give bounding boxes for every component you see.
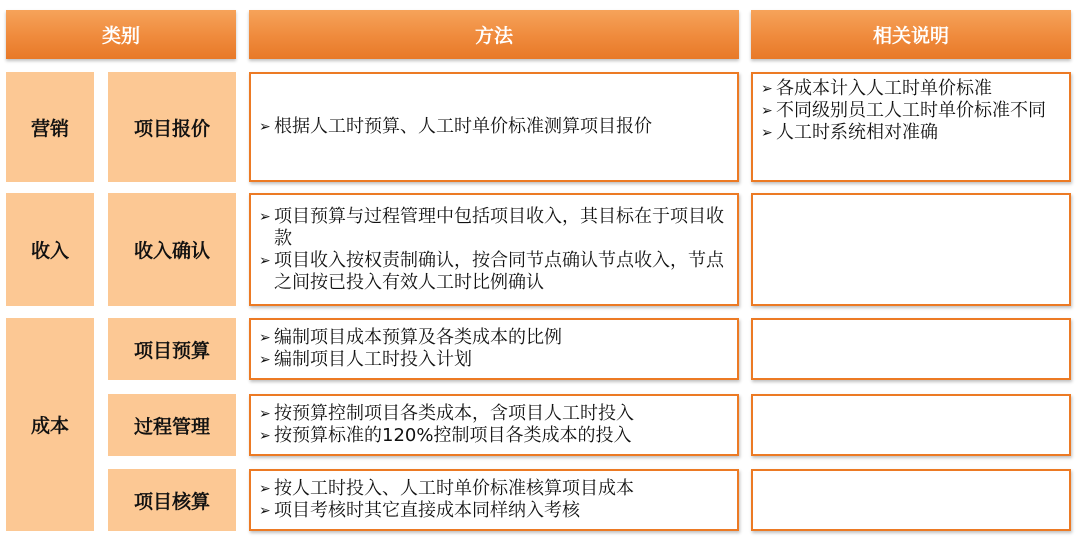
- note-item: ➢ 人工时系统相对准确: [761, 122, 938, 143]
- method-box-project-accounting: [249, 469, 739, 531]
- method-item: ➢ 项目考核时其它直接成本同样纳入考核: [259, 500, 580, 521]
- header-category: 类别: [6, 10, 236, 59]
- note-item: ➢ 不同级别员工人工时单价标准不同: [761, 100, 1046, 121]
- arrow-bullet-icon: ➢: [259, 330, 271, 346]
- method-box-revenue-recognition: [249, 193, 739, 306]
- method-item: ➢ 项目收入按权责制确认，按合同节点确认节点收入，节点之间按已投入有效人工时比例确认: [259, 249, 724, 293]
- notes-box-process-management: [751, 394, 1071, 456]
- method-item: ➢ 按预算控制项目各类成本，含项目人工时投入: [259, 403, 634, 424]
- subcategory-project-accounting: 项目核算: [108, 469, 236, 531]
- notes-box-project-quote: [751, 72, 1071, 182]
- arrow-bullet-icon: ➢: [761, 103, 773, 119]
- header-notes: 相关说明: [751, 10, 1071, 59]
- arrow-bullet-icon: ➢: [761, 125, 773, 141]
- arrow-bullet-icon: ➢: [259, 252, 271, 269]
- method-item: ➢ 项目预算与过程管理中包括项目收入，其目标在于项目收款: [259, 205, 724, 249]
- method-box-project-quote: [249, 72, 739, 182]
- category-cost: 成本: [6, 318, 94, 531]
- method-box-project-budget: [249, 318, 739, 380]
- subcategory-process-management: 过程管理: [108, 394, 236, 456]
- arrow-bullet-icon: ➢: [259, 208, 271, 225]
- method-item: ➢ 根据人工时预算、人工时单价标准测算项目报价: [259, 116, 652, 137]
- arrow-bullet-icon: ➢: [259, 119, 271, 135]
- notes-box-revenue-recognition: [751, 193, 1071, 306]
- method-item: ➢ 按预算标准的120%控制项目各类成本的投入: [259, 425, 632, 446]
- arrow-bullet-icon: ➢: [259, 428, 271, 444]
- method-item: ➢ 编制项目人工时投入计划: [259, 349, 472, 370]
- arrow-bullet-icon: ➢: [761, 81, 773, 97]
- category-marketing: 营销: [6, 72, 94, 182]
- subcategory-revenue-recognition: 收入确认: [108, 193, 236, 306]
- note-item: ➢ 各成本计入人工时单价标准: [761, 78, 992, 99]
- arrow-bullet-icon: ➢: [259, 481, 271, 497]
- arrow-bullet-icon: ➢: [259, 406, 271, 422]
- arrow-bullet-icon: ➢: [259, 352, 271, 368]
- method-item: ➢ 编制项目成本预算及各类成本的比例: [259, 327, 562, 348]
- subcategory-project-quote: 项目报价: [108, 72, 236, 182]
- notes-box-project-budget: [751, 318, 1071, 380]
- method-item: ➢ 按人工时投入、人工时单价标准核算项目成本: [259, 478, 634, 499]
- notes-box-project-accounting: [751, 469, 1071, 531]
- subcategory-project-budget: 项目预算: [108, 318, 236, 380]
- category-revenue: 收入: [6, 193, 94, 306]
- arrow-bullet-icon: ➢: [259, 503, 271, 519]
- method-box-process-management: [249, 394, 739, 456]
- header-method: 方法: [249, 10, 739, 59]
